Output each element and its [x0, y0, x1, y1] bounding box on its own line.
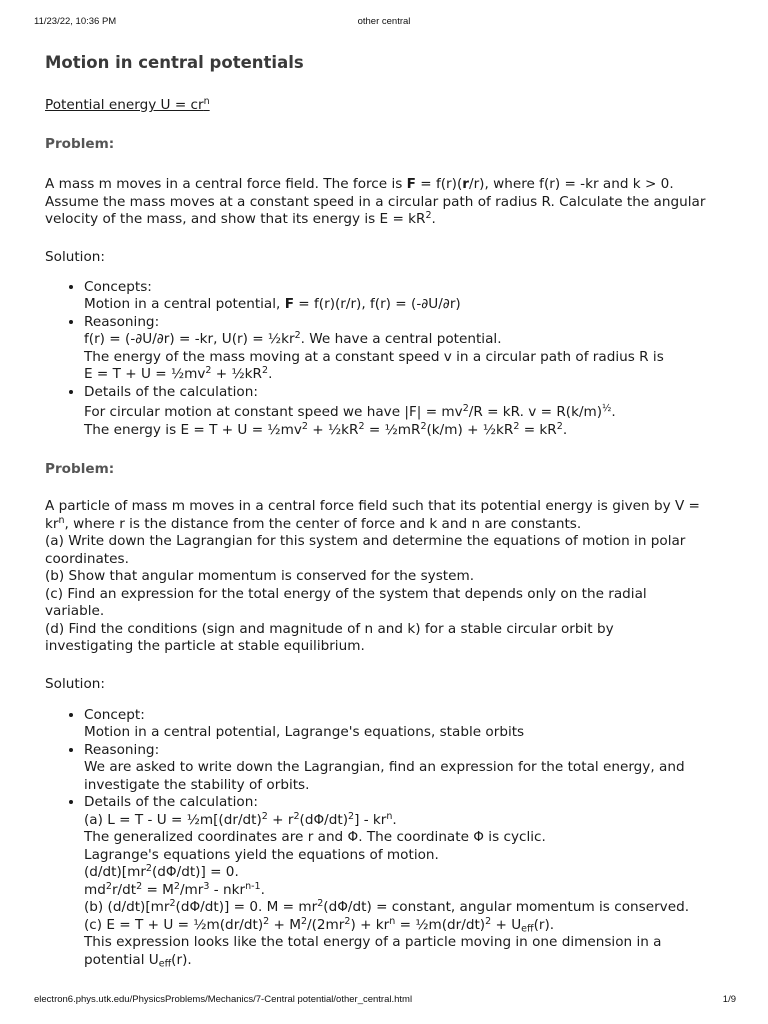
- problem-1-heading: Problem:: [45, 136, 115, 152]
- print-url: electron6.phys.utk.edu/PhysicsProblems/Mechanics/7-Central potential/other_central.html: [34, 994, 413, 1005]
- list-item: • Concepts: Motion in a central potential, F = f(r)(r/r), f(r) = (-∂U/∂r): [84, 279, 725, 314]
- list-item: • Reasoning: f(r) = (-∂U/∂r) = -kr, $U(r) = \frac{1}{2}kr^2$. We have a central potential. The energy of the mass moving at a constant speed v in a circular path of radius R is $E = T + U = \frac{1}{2}mv^2$ + $\frac{1}{2}kR^2$.: [84, 314, 725, 384]
- print-datetime: 11/23/22, 10:36 PM: [34, 16, 117, 27]
- section-subtitle: Potential energy $U = cr^n$: [45, 95, 210, 113]
- list-item: • Details of the calculation: (a) $L = T - U = \frac{1}{2}m[(dr/dt)^2 + r^2(d\Phi/dt)^2] - kr^n$. The generalized coordinates are r and Φ. The coordinate Φ is cyclic. Lagrange's equations yield the equations of motion. $(d/dt)[mr^2(d\Phi/dt)] = 0$. $md^2r/dt^2 = M^2/mr^3 - nkr^{n-1}$. (b) $(d/dt)[mr^2(d\Phi/dt)] = 0$. $M = mr^2(d\Phi/dt)$ = constant, angular momentum is conserved. (c) $E = T + U = \frac{1}{2}m(dr/dt)^2 + M^2/(2mr^2) + kr^n$ = $\frac{1}{2}m(dr/dt)^2 + U_{eff}(r)$. This expression looks like the total energy of a particle moving in one dimension in a potential $U_{eff}(r)$.: [84, 794, 725, 969]
- problem-1-solution-list: [45, 279, 725, 440]
- problem-2-solution-list: [45, 707, 725, 970]
- list-item: • Details of the calculation: For circular motion at constant speed we have $|F| = mv^2/R$ = kR. $v = R(k/m)^{\frac{1}{2}}$. The energy is $E = T + U = \frac{1}{2}mv^2$ + $\frac{1}{2}kR^2$ = $\frac{1}{2}mR^2(k/m)$ + $\frac{1}{2}kR^2 = kR^2$.: [84, 384, 725, 440]
- problem-1-statement: A mass m moves in a central force field. The force is F = f(r)(r/r), where f(r) = -kr and k > 0. Assume the mass moves at a constant speed in a circular path of radius R. Calculate the angular velocity of the mass, and show that its energy is $E = kR^2$.: [45, 176, 706, 227]
- problem-2-heading: Problem:: [45, 461, 115, 477]
- print-footer: [0, 994, 768, 1008]
- list-item: • Concept: Motion in a central potential, Lagrange's equations, stable orbits: [84, 707, 725, 742]
- problem-1-solution-heading: Solution:: [45, 248, 105, 265]
- document-body: [45, 50, 725, 969]
- page-title: Motion in central potentials: [45, 53, 304, 72]
- problem-2-solution-heading: Solution:: [45, 675, 105, 692]
- print-page-number: 1/9: [722, 994, 736, 1005]
- list-item: • Reasoning: We are asked to write down the Lagrangian, find an expression for the total energy, and investigate the stability of orbits.: [84, 742, 725, 795]
- print-page-title: other central: [357, 16, 411, 27]
- problem-2-statement: A particle of mass m moves in a central force field such that its potential energy is given by V = $kr^n$, where r is the distance from the center of force and k and n are constants. (a) Write down the Lagrangian for this system and determine the equations of motion in polar coordinates. (b) Show that angular momentum is conserved for the system. (c) Find an expression for the total energy of the system that depends only on the radial variable. (d) Find the conditions (sign and magnitude of n and k) for a stable circular orbit by investigating the particle at stable equilibrium.: [45, 498, 700, 654]
- print-header: [0, 16, 768, 30]
